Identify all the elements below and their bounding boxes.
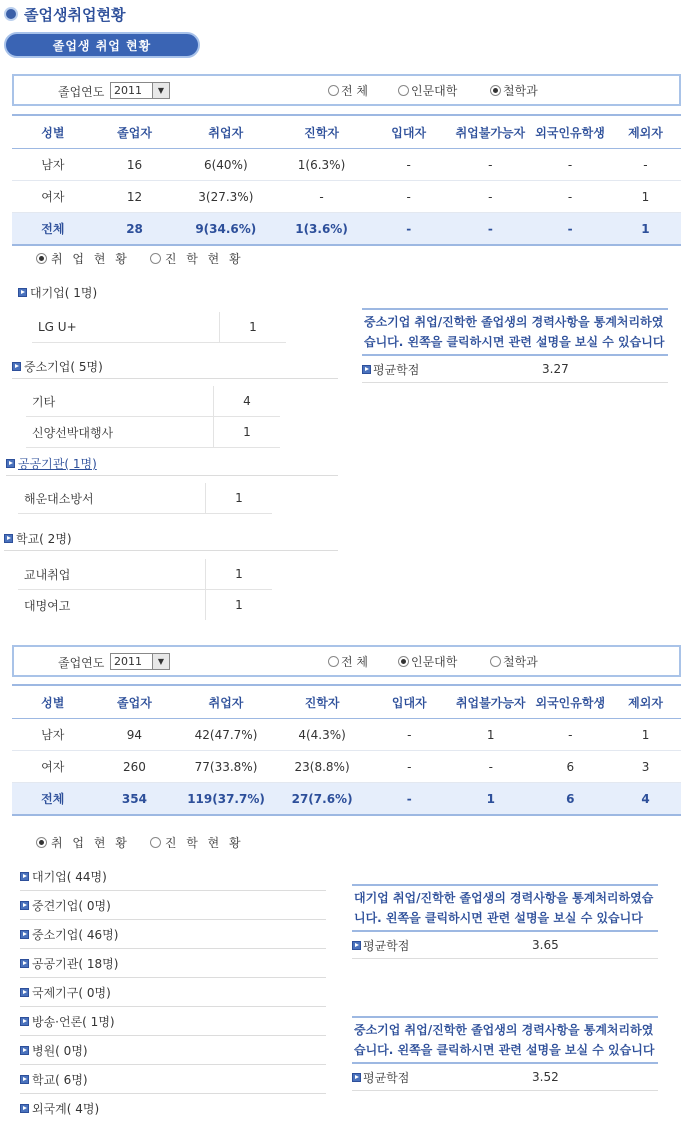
category-detail-school [18, 559, 272, 620]
table-cell: 77(33.8%) [175, 751, 276, 783]
radio-selected-icon [36, 253, 47, 264]
table-cell: 119(37.7%) [175, 783, 276, 816]
radio-selected-icon [490, 85, 501, 96]
table-cell: 남자 [12, 149, 94, 181]
radio-college[interactable]: 인문대학 [398, 82, 457, 99]
table-cell: - [530, 181, 610, 213]
info-key[interactable]: 평균학점 [362, 361, 542, 378]
list-item: 교내취업 1 [18, 559, 272, 590]
table-cell: 1(3.6%) [276, 213, 367, 246]
info-panel-1 [362, 308, 668, 383]
table-cell: 1 [610, 181, 681, 213]
table-row [12, 783, 681, 816]
divider [20, 1006, 326, 1007]
table-cell: - [368, 719, 451, 751]
divider [20, 1093, 326, 1094]
arrow-icon [6, 459, 15, 468]
arrow-icon [12, 362, 21, 371]
column-header: 제외자 [610, 115, 681, 149]
table-cell: 1 [451, 783, 531, 816]
radio-icon [150, 253, 161, 264]
column-header: 외국인유학생 [531, 685, 611, 719]
arrow-icon [20, 1017, 29, 1026]
table-cell: 28 [94, 213, 176, 246]
radio-all[interactable]: 전 체 [328, 82, 368, 99]
info-panel-3 [352, 1016, 658, 1091]
category-school[interactable]: 학교( 2명) [4, 530, 72, 547]
category-item[interactable]: 학교( 6명) [20, 1071, 88, 1088]
table-cell: - [610, 149, 681, 181]
table-cell: 42(47.7%) [175, 719, 276, 751]
table-cell: 3 [610, 751, 681, 783]
category-item[interactable]: 중견기업( 0명) [20, 897, 111, 914]
list-item: 신양선박대행사 1 [26, 417, 280, 448]
table-cell: 1 [451, 719, 531, 751]
year-label: 졸업연도 [58, 85, 105, 99]
table-cell: 16 [94, 149, 176, 181]
radio-selected-icon [398, 656, 409, 667]
radio-icon [328, 656, 339, 667]
column-header: 졸업자 [94, 115, 176, 149]
arrow-icon [20, 988, 29, 997]
column-header: 입대자 [368, 685, 451, 719]
column-header: 성별 [12, 685, 93, 719]
mode-toggle-1 [36, 250, 244, 267]
table-cell: 전체 [12, 213, 94, 246]
info-text: 대기업 취업/진학한 졸업생의 경력사항을 통계처리하였습니다. 왼쪽을 클릭하시면 관련 설명을 보실 수 있습니다 [352, 884, 658, 932]
divider [4, 550, 338, 551]
column-header: 성별 [12, 115, 94, 149]
table-cell: - [530, 149, 610, 181]
info-panel-2 [352, 884, 658, 959]
radio-college[interactable]: 인문대학 [398, 653, 457, 670]
arrow-icon [4, 534, 13, 543]
radio-icon [328, 85, 339, 96]
list-item: LG U+ 1 [32, 312, 286, 343]
table-cell: 9(34.6%) [175, 213, 276, 246]
table-cell: 4(4.3%) [277, 719, 368, 751]
table-row [12, 213, 681, 246]
category-item[interactable]: 대기업( 44명) [20, 868, 107, 885]
column-header: 취업자 [175, 115, 276, 149]
table-cell: 27(7.6%) [277, 783, 368, 816]
info-row [362, 356, 668, 383]
mode-employment[interactable]: 취 업 현 황 [36, 250, 130, 267]
table-cell: - [367, 181, 451, 213]
info-value: 3.65 [532, 938, 559, 952]
table-cell: - [531, 719, 611, 751]
page-header [4, 2, 125, 26]
divider [20, 919, 326, 920]
column-header: 제외자 [610, 685, 681, 719]
info-value: 3.27 [542, 362, 569, 376]
table-row [12, 149, 681, 181]
divider [20, 977, 326, 978]
page-title: 졸업생취업현황 [24, 5, 126, 24]
arrow-icon [20, 872, 29, 881]
mode-further-study[interactable]: 진 학 현 황 [150, 250, 244, 267]
chevron-down-icon: ▼ [152, 654, 169, 669]
info-text: 중소기업 취업/진학한 졸업생의 경력사항을 통계처리하였습니다. 왼쪽을 클릭하시면 관련 설명을 보실 수 있습니다 [362, 308, 668, 356]
table-cell: 1 [610, 213, 681, 246]
table-cell: 1(6.3%) [276, 149, 367, 181]
table-cell: - [367, 213, 451, 246]
bullet-icon [4, 7, 18, 21]
table-cell: 전체 [12, 783, 93, 816]
radio-all[interactable]: 전 체 [328, 653, 368, 670]
info-value: 3.52 [532, 1070, 559, 1084]
category-item[interactable]: 방송·언론( 1명) [20, 1013, 115, 1030]
table-cell: 6 [531, 783, 611, 816]
category-detail-sme [26, 386, 280, 448]
divider [6, 475, 338, 476]
category-item[interactable]: 중소기업( 46명) [20, 926, 118, 943]
arrow-icon [20, 901, 29, 910]
table-cell: 1 [610, 719, 681, 751]
filter-bar-2 [12, 645, 681, 677]
category-large-corp[interactable]: 대기업( 1명) [18, 284, 97, 301]
column-header: 취업불가능자 [451, 685, 531, 719]
divider [20, 1035, 326, 1036]
column-header: 취업불가능자 [450, 115, 530, 149]
table-cell: 4 [610, 783, 681, 816]
category-item[interactable]: 공공기관( 18명) [20, 955, 118, 972]
stats-table-1 [12, 114, 681, 246]
table-cell: - [450, 149, 530, 181]
arrow-icon [20, 959, 29, 968]
table-cell: 6(40%) [175, 149, 276, 181]
info-text: 중소기업 취업/진학한 졸업생의 경력사항을 통계처리하였습니다. 왼쪽을 클릭하시면 관련 설명을 보실 수 있습니다 [352, 1016, 658, 1064]
category-public[interactable]: 공공기관( 1명) [6, 455, 97, 472]
year-label: 졸업연도 [58, 656, 105, 670]
category-sme[interactable]: 중소기업( 5명) [12, 358, 103, 375]
table-cell: 남자 [12, 719, 93, 751]
arrow-icon [18, 288, 27, 297]
list-item: 해운대소방서 1 [18, 483, 272, 514]
radio-icon [398, 85, 409, 96]
chevron-down-icon: ▼ [152, 83, 169, 98]
radio-icon [150, 837, 161, 848]
list-item: 기타 4 [26, 386, 280, 417]
arrow-icon [362, 365, 371, 374]
divider [20, 890, 326, 891]
arrow-icon [352, 1073, 361, 1082]
column-header: 진학자 [277, 685, 368, 719]
table-row [12, 719, 681, 751]
table-row [12, 751, 681, 783]
year-select[interactable]: 2011 ▼ [110, 653, 170, 670]
table-cell: 260 [93, 751, 175, 783]
column-header: 외국인유학생 [530, 115, 610, 149]
filter-bar-1 [12, 74, 681, 106]
column-header: 졸업자 [93, 685, 175, 719]
info-row [352, 932, 658, 959]
stats-table-2 [12, 684, 681, 816]
list-item: 대명여고 1 [18, 590, 272, 621]
table-cell: - [450, 213, 530, 246]
category-item[interactable]: 병원( 0명) [20, 1042, 88, 1059]
table-cell: 3(27.3%) [175, 181, 276, 213]
radio-icon [490, 656, 501, 667]
arrow-icon [20, 1075, 29, 1084]
category-detail-public [18, 483, 272, 514]
info-key[interactable]: 평균학점 [352, 1069, 532, 1086]
divider [12, 378, 338, 379]
table-cell: 23(8.8%) [277, 751, 368, 783]
column-header: 입대자 [367, 115, 451, 149]
year-select[interactable]: 2011 ▼ [110, 82, 170, 99]
divider [20, 1064, 326, 1065]
table-cell: 여자 [12, 181, 94, 213]
section-tab: 졸업생 취업 현황 [4, 32, 200, 58]
table-cell: 6 [531, 751, 611, 783]
mode-employment[interactable]: 취 업 현 황 [36, 834, 130, 851]
table-cell: - [450, 181, 530, 213]
table-cell: - [368, 751, 451, 783]
arrow-icon [20, 1104, 29, 1113]
radio-dept[interactable]: 철학과 [490, 82, 538, 99]
category-item[interactable]: 외국계( 4명) [20, 1100, 99, 1117]
arrow-icon [20, 1046, 29, 1055]
table-row [12, 181, 681, 213]
table-cell: 12 [94, 181, 176, 213]
mode-further-study[interactable]: 진 학 현 황 [150, 834, 244, 851]
arrow-icon [20, 930, 29, 939]
table-cell: 94 [93, 719, 175, 751]
divider [20, 948, 326, 949]
table-cell: 354 [93, 783, 175, 816]
column-header: 진학자 [276, 115, 367, 149]
category-detail-large-corp [32, 312, 286, 343]
info-row [352, 1064, 658, 1091]
table-cell: - [368, 783, 451, 816]
info-key[interactable]: 평균학점 [352, 937, 532, 954]
table-cell: - [530, 213, 610, 246]
radio-selected-icon [36, 837, 47, 848]
table-cell: 여자 [12, 751, 93, 783]
mode-toggle-2 [36, 834, 244, 851]
radio-dept[interactable]: 철학과 [490, 653, 538, 670]
category-item[interactable]: 국제기구( 0명) [20, 984, 111, 1001]
column-header: 취업자 [175, 685, 276, 719]
arrow-icon [352, 941, 361, 950]
table-cell: - [451, 751, 531, 783]
table-cell: - [276, 181, 367, 213]
table-cell: - [367, 149, 451, 181]
